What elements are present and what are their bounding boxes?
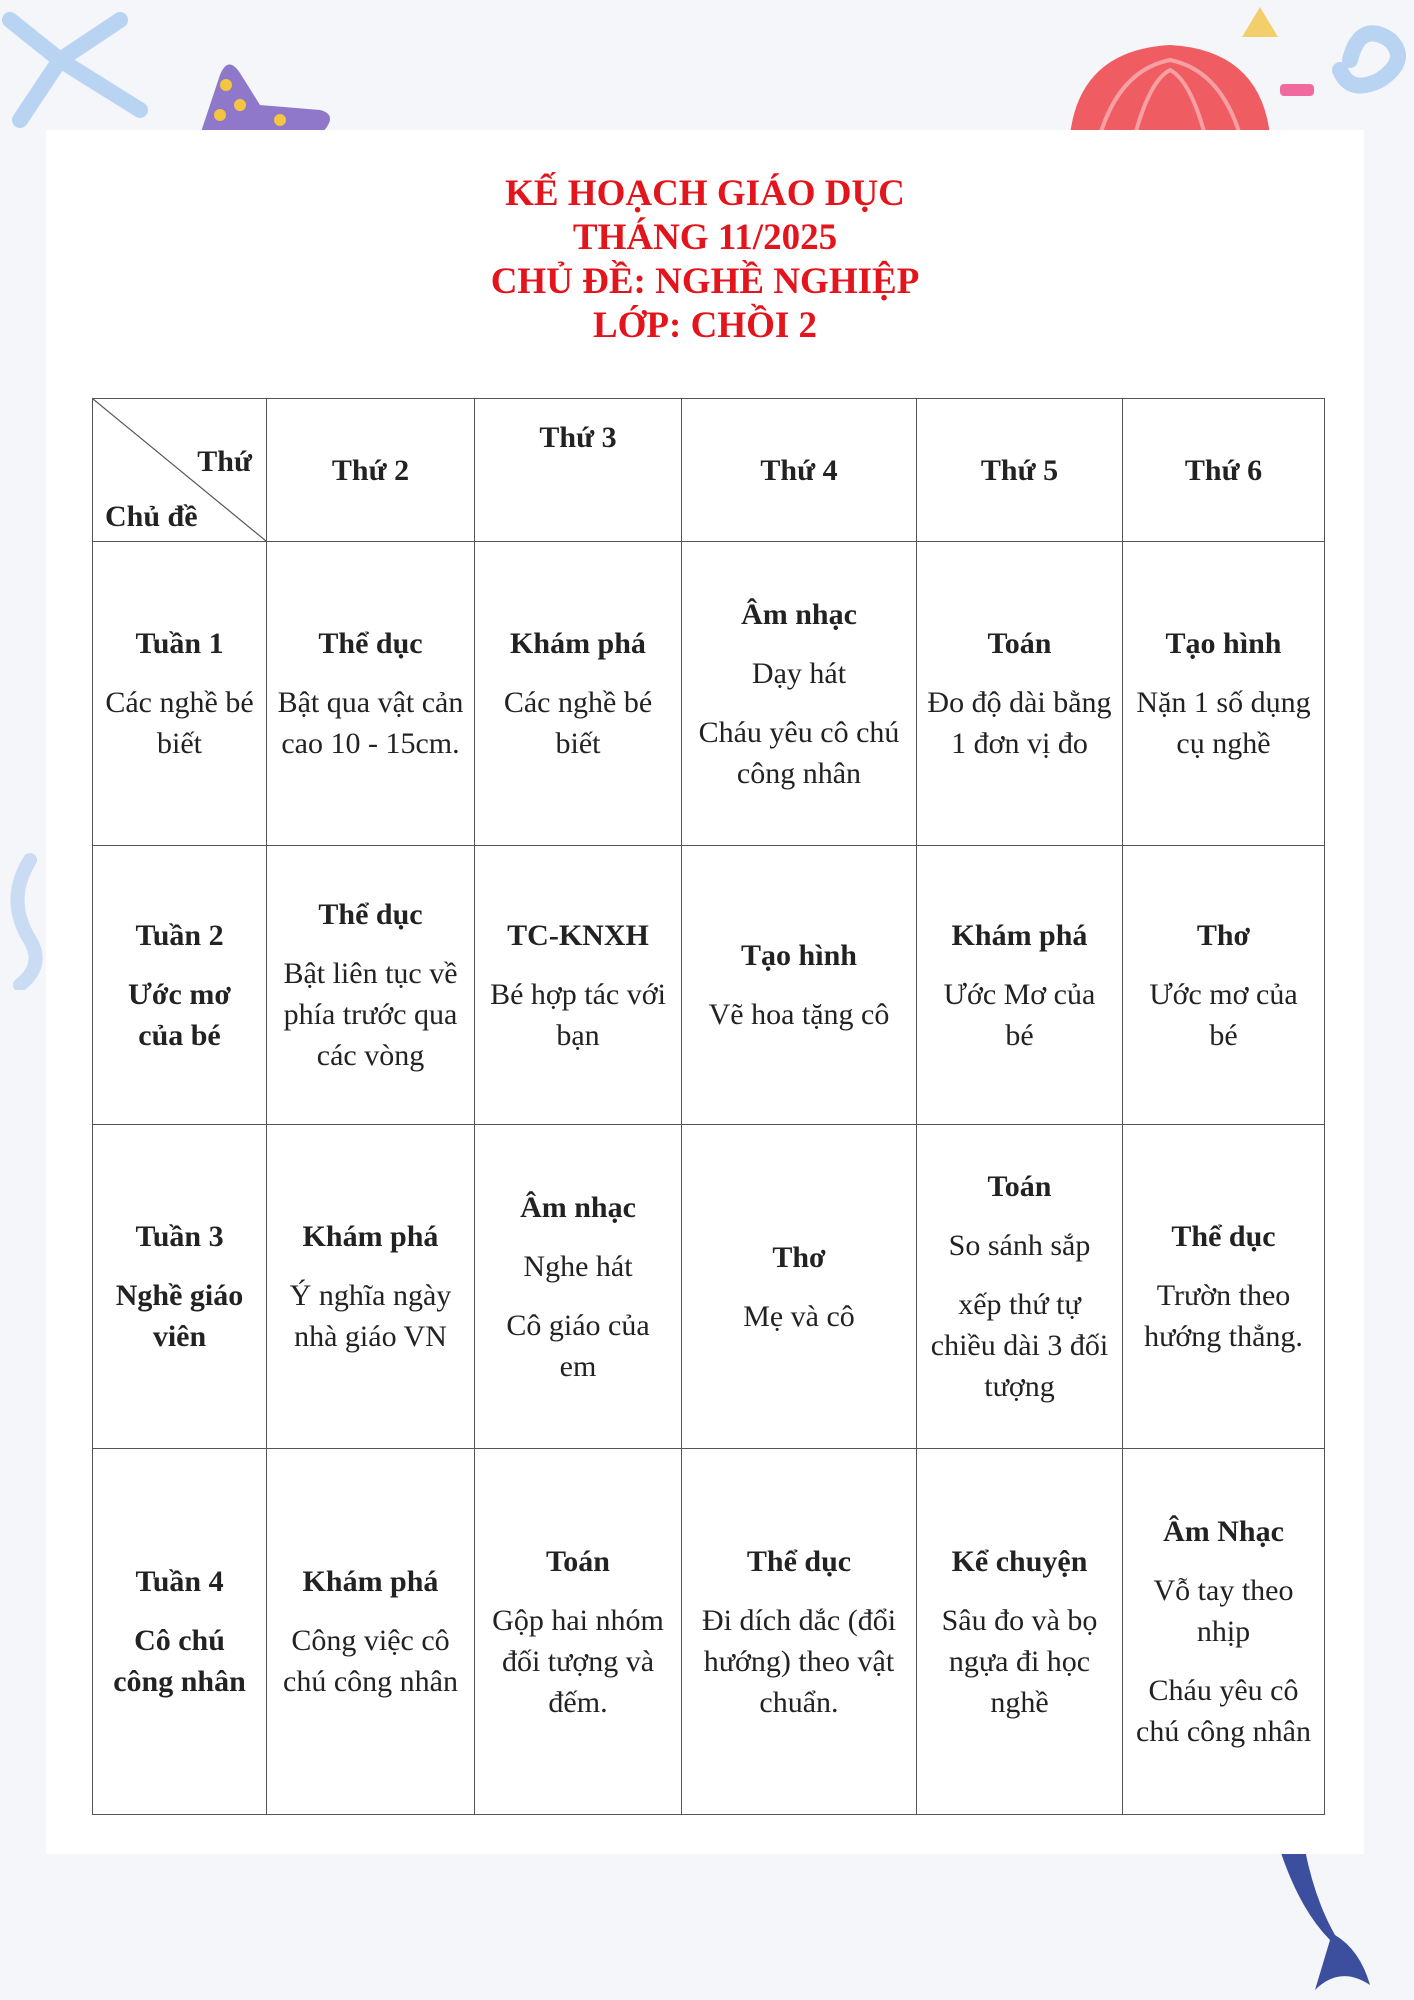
corner-label-day: Thứ (197, 445, 252, 478)
activity-subject: Khám phá (302, 1220, 439, 1253)
activity-cell (1123, 542, 1325, 846)
dash-decoration (1278, 80, 1318, 100)
education-plan-table (92, 398, 1325, 1815)
activity-subject: Âm nhạc (520, 1190, 636, 1224)
activity-cell (267, 1125, 475, 1449)
activity-cell (917, 542, 1123, 846)
activity-text: Bật qua vật cản cao 10 - 15cm. (277, 686, 464, 760)
activity-text: Vẽ hoa tặng cô (708, 998, 890, 1031)
table-row (93, 846, 1325, 1125)
activity-text: Dạy hát (751, 656, 847, 690)
week-label: Tuần 3 (135, 1220, 224, 1253)
activity-subject: Thơ (772, 1240, 826, 1274)
activity-text: Trườn theo hướng thẳng. (1144, 1279, 1303, 1353)
activity-text: Đi dích dắc (đổi hướng) theo vật chuẩn. (701, 1603, 897, 1719)
shell-decoration (1060, 40, 1280, 135)
week-cell (93, 846, 267, 1125)
header-day-2: Thứ 2 (267, 399, 475, 542)
activity-subject: Toán (546, 1544, 610, 1578)
activity-cell (267, 846, 475, 1125)
document-title (46, 172, 1364, 348)
activity-subject: Tạo hình (741, 939, 857, 972)
activity-subject: Thể dục (318, 898, 423, 931)
activity-subject: Kể chuyện (951, 1544, 1088, 1578)
whale-tail-decoration (1260, 1850, 1390, 2000)
activity-subject: Thể dục (1171, 1220, 1276, 1253)
activity-text: Bật liên tục về phía trước qua các vòng (283, 957, 458, 1072)
activity-cell (1123, 846, 1325, 1125)
corner-header-cell (93, 399, 267, 542)
activity-cell (267, 1449, 475, 1815)
activity-subject: Thơ (1196, 918, 1251, 952)
activity-cell (475, 542, 682, 846)
table-row (93, 542, 1325, 846)
activity-cell (917, 846, 1123, 1125)
week-label: Tuần 1 (135, 627, 224, 660)
activity-cell (267, 542, 475, 846)
week-theme: Các nghề bé biết (105, 686, 254, 760)
activity-text: Cháu yêu cô chú công nhân (698, 715, 900, 790)
activity-subject: Khám phá (951, 918, 1088, 952)
activity-subject: TC-KNXH (507, 918, 649, 952)
activity-cell (475, 1449, 682, 1815)
triangle-decoration (1240, 5, 1280, 40)
activity-text: Công việc cô chú công nhân (283, 1624, 458, 1698)
activity-subject: Âm Nhạc (1163, 1515, 1284, 1548)
header-day-5: Thứ 5 (917, 399, 1123, 542)
activity-subject: Khám phá (302, 1565, 439, 1598)
week-theme: Cô chú công nhân (113, 1624, 246, 1698)
activity-text: Cô giáo của em (506, 1308, 650, 1383)
week-cell (93, 1125, 267, 1449)
week-cell (93, 542, 267, 846)
activity-subject: Toán (987, 627, 1052, 660)
activity-text: Gộp hai nhóm đối tượng và đếm. (492, 1603, 664, 1719)
activity-cell (682, 1449, 917, 1815)
activity-subject: Thể dục (318, 627, 423, 660)
title-line-3: CHỦ ĐỀ: NGHỀ NGHIỆP (490, 261, 920, 302)
activity-text: Đo độ dài bằng 1 đơn vị đo (927, 686, 1112, 760)
activity-cell (917, 1449, 1123, 1815)
left-wave-decoration (0, 850, 48, 990)
activity-subject: Thể dục (746, 1544, 852, 1578)
activity-text: Ước Mơ của bé (943, 977, 1096, 1052)
activity-cell (1123, 1125, 1325, 1449)
table-row (93, 1449, 1325, 1815)
activity-text: Ước mơ của bé (1149, 977, 1298, 1052)
week-label: Tuần 2 (135, 918, 224, 952)
title-line-2: THÁNG 11/2025 (572, 217, 838, 258)
week-theme: Ước mơ của bé (128, 977, 231, 1052)
header-day-3: Thứ 3 (475, 399, 682, 542)
table-row (93, 1125, 1325, 1449)
activity-cell (917, 1125, 1123, 1449)
activity-text: Nghe hát (523, 1249, 633, 1283)
header-day-6: Thứ 6 (1123, 399, 1325, 542)
activity-text: Cháu yêu cô chú công nhân (1136, 1674, 1311, 1748)
activity-text: So sánh sắp (948, 1229, 1091, 1262)
activity-cell (475, 1125, 682, 1449)
activity-text: Nặn 1 số dụng cụ nghề (1136, 686, 1311, 760)
activity-text: Vỗ tay theo nhịp (1153, 1574, 1294, 1648)
table-header-row (93, 399, 1325, 542)
activity-text: Sâu đo và bọ ngựa đi học nghề (941, 1603, 1098, 1719)
starfish-decoration (180, 55, 340, 135)
document-page (46, 130, 1364, 1854)
title-line-1: KẾ HOẠCH GIÁO DỤC (505, 173, 905, 214)
header-day-4: Thứ 4 (682, 399, 917, 542)
activity-subject: Toán (987, 1170, 1052, 1203)
activity-cell (682, 542, 917, 846)
corner-label-theme: Chủ đề (105, 500, 198, 533)
activity-cell (475, 846, 682, 1125)
title-line-4: LỚP: CHỒI 2 (592, 305, 818, 346)
activity-text: Mẹ và cô (743, 1299, 855, 1333)
activity-text: Ý nghĩa ngày nhà giáo VN (289, 1279, 452, 1353)
activity-text: Các nghề bé biết (503, 686, 653, 760)
activity-subject: Khám phá (510, 627, 646, 660)
activity-cell (682, 846, 917, 1125)
week-theme: Nghề giáo viên (115, 1279, 244, 1353)
swirl-decoration (1320, 0, 1414, 110)
week-label: Tuần 4 (135, 1565, 224, 1598)
week-cell (93, 1449, 267, 1815)
activity-cell (1123, 1449, 1325, 1815)
activity-text: xếp thứ tự chiều dài 3 đối tượng (930, 1288, 1109, 1403)
activity-subject: Tạo hình (1165, 627, 1282, 660)
activity-cell (682, 1125, 917, 1449)
activity-text: Bé hợp tác với bạn (490, 977, 666, 1052)
activity-subject: Âm nhạc (741, 597, 857, 631)
